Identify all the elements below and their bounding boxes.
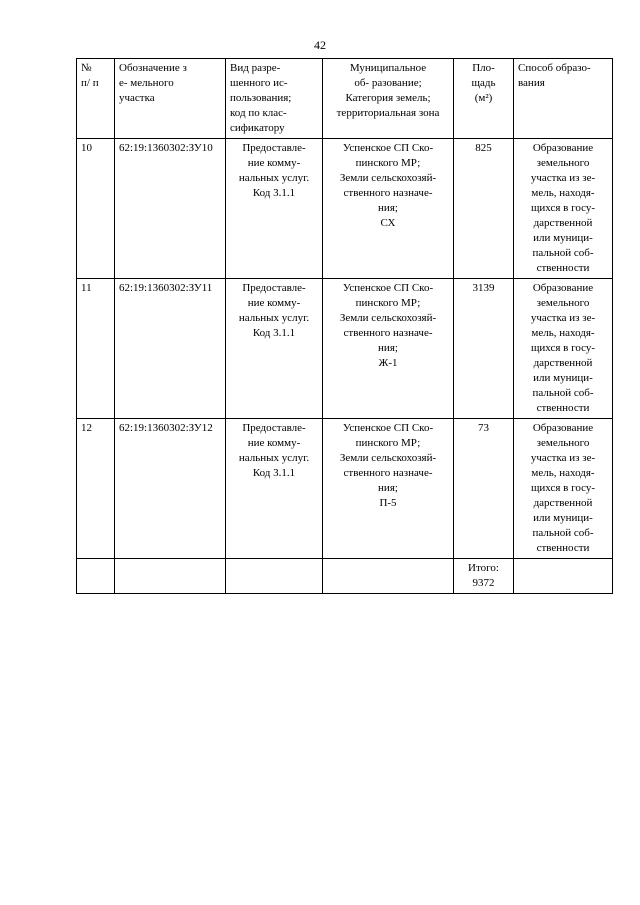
cell-empty	[323, 559, 454, 594]
table-header-row	[77, 59, 613, 139]
cell-empty	[514, 559, 613, 594]
page-number: 42	[314, 38, 326, 52]
cell-formation-method: Образование земельного участка из зе- мель, находя- щихся в госу- дарственной или муници- пальной соб- ственности	[514, 279, 613, 419]
cell-plot-code: 62:19:1360302:ЗУ10	[115, 139, 226, 279]
cell-formation-method: Образование земельного участка из зе- мель, находя- щихся в госу- дарственной или муници- пальной соб- ственности	[514, 139, 613, 279]
header-municipality: Муниципальное об- разование; Категория земель; территориальная зона	[323, 59, 454, 139]
cell-area: 3139	[454, 279, 514, 419]
cell-number: 10	[77, 139, 115, 279]
header-area: Пло- щадь (м²)	[454, 59, 514, 139]
header-formation-method: Способ образо- вания	[514, 59, 613, 139]
cell-area: 825	[454, 139, 514, 279]
cell-total-area: Итого: 9372	[454, 559, 514, 594]
header-number: № п/ п	[77, 59, 115, 139]
cell-municipality: Успенское СП Ско- пинского МР; Земли сельскохозяй- ственного назначе- ния; Ж-1	[323, 279, 454, 419]
cell-area: 73	[454, 419, 514, 559]
table-total-row	[77, 559, 613, 594]
cell-empty	[226, 559, 323, 594]
table-row	[77, 419, 613, 559]
cell-plot-code: 62:19:1360302:ЗУ12	[115, 419, 226, 559]
cell-permitted-use: Предоставле- ние комму- нальных услуг. Код 3.1.1	[226, 279, 323, 419]
cell-plot-code: 62:19:1360302:ЗУ11	[115, 279, 226, 419]
land-plots-table	[76, 58, 613, 594]
header-plot-designation: Обозначение з е- мельного участка	[115, 59, 226, 139]
cell-municipality: Успенское СП Ско- пинского МР; Земли сельскохозяй- ственного назначе- ния; П-5	[323, 419, 454, 559]
table-row	[77, 279, 613, 419]
cell-permitted-use: Предоставле- ние комму- нальных услуг. Код 3.1.1	[226, 139, 323, 279]
cell-empty	[115, 559, 226, 594]
cell-permitted-use: Предоставле- ние комму- нальных услуг. Код 3.1.1	[226, 419, 323, 559]
cell-formation-method: Образование земельного участка из зе- мель, находя- щихся в госу- дарственной или муници- пальной соб- ственности	[514, 419, 613, 559]
header-permitted-use: Вид разре- шенного ис- пользования; код по клас- сификатору	[226, 59, 323, 139]
cell-municipality: Успенское СП Ско- пинского МР; Земли сельскохозяй- ственного назначе- ния; СХ	[323, 139, 454, 279]
cell-empty	[77, 559, 115, 594]
cell-number: 11	[77, 279, 115, 419]
table-row	[77, 139, 613, 279]
cell-number: 12	[77, 419, 115, 559]
